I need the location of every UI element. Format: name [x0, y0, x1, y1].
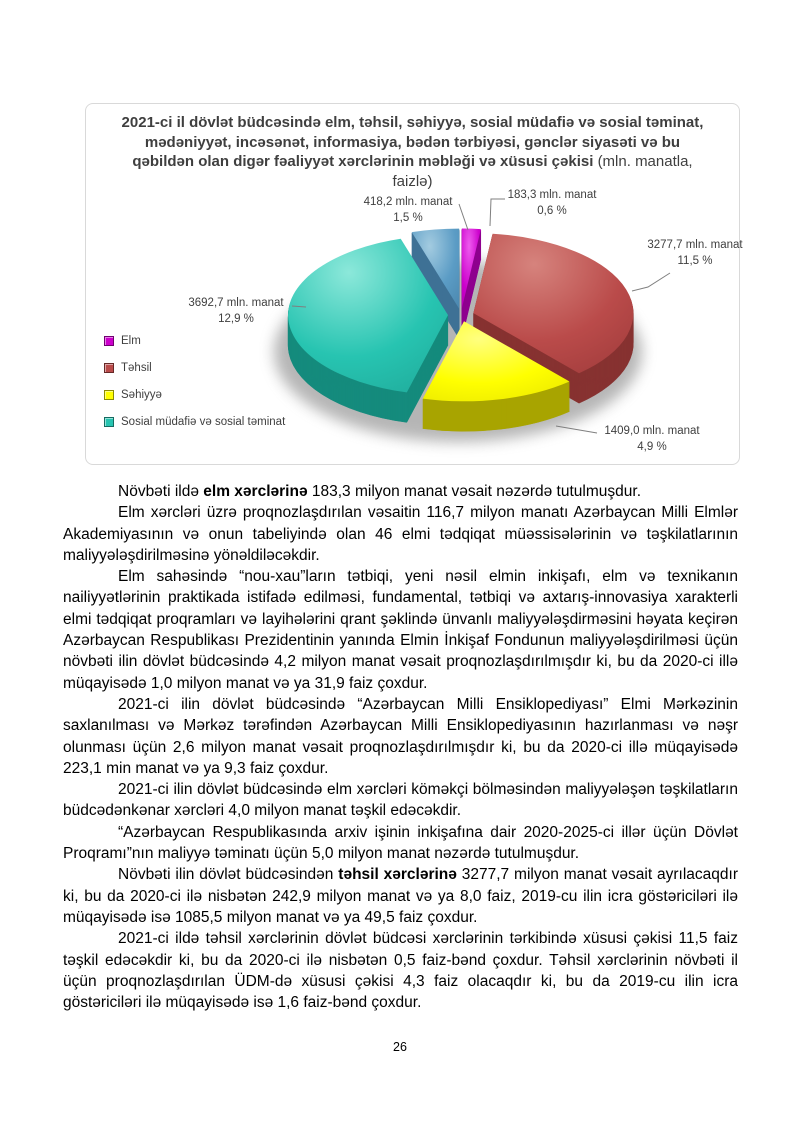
- legend-item: [104, 335, 285, 347]
- chart-canvas: [86, 104, 743, 464]
- paragraph: 2021-ci ilin dövlət büdcəsində elm xərcləri köməkçi bölməsindən maliyyələşən təşkilatların büdcədənkənar xərcləri 4,0 milyon manat təşkil edəcəkdir.: [63, 781, 738, 820]
- pie-data-label-value: 418,2 mln. manat: [363, 196, 453, 208]
- legend-label: Təhsil: [121, 362, 152, 374]
- chart-legend: [104, 335, 285, 428]
- pie-data-label: [492, 188, 612, 219]
- paragraph: Elm sahəsində “nou-xau”ların tətbiqi, yeni nəsil elmin inkişafı, elm və texnikanın nailiyyətlərinin praktikada istifadə edilməsi, fundamental, tətbiqi və axtarış-innovasiya xarakterli elmi tədqiqat proqramları və layihələrini qrant şəklində ünvanlı maliyyələşdirməsini həyata keçirən Azərbaycan Respublikası Prezidentinin yanında Elmin İnkişaf Fondunun maliyyələşdirilməsi üçün növbəti ilin dövlət büdcəsində 4,2 milyon manat vəsait proqnozlaşdırılmışdır ki, bu da 2020-ci illə müqayisədə 1,0 milyon manat və ya 31,9 faiz çoxdur.: [63, 568, 738, 692]
- pie-data-label: [637, 238, 753, 269]
- pie-leader-line: [556, 426, 597, 433]
- pie-data-label: [348, 195, 468, 226]
- pie-data-label: [592, 424, 712, 455]
- paragraph: 2021-ci ildə təhsil xərclərinin dövlət büdcəsi xərclərinin tərkibində xüsusi çəkisi 11,5 faiz təşkil edəcəkdir ki, bu da 2020-ci ilə nisbətən 0,5 faiz-bənd çoxdur. Təhsil xərclərinin növbəti il üçün proqnozlaşdırılan ÜDM-də xüsusi çəkisi 4,3 faiz olacaqdır ki, bu da 2019-cu ilin icra göstəriciləri ilə müqayisədə isə 1,6 faiz-bənd çoxdur.: [63, 930, 738, 1012]
- pie-data-label-value: 3277,7 mln. manat: [647, 239, 743, 251]
- pie-data-label-value: 3692,7 mln. manat: [188, 297, 284, 309]
- pie-data-label-percent: 0,6 %: [537, 204, 567, 217]
- paragraph: “Azərbaycan Respublikasında arxiv işinin inkişafına dair 2020-2025-ci illər üçün Dövlət Proqramı”nın maliyyə təminatı üçün 5,0 milyon manat nəzərdə tutulmuşdur.: [63, 823, 738, 863]
- legend-swatch-icon: [104, 336, 114, 346]
- pie-data-label-percent: 11,5 %: [677, 254, 713, 267]
- paragraph: 2021-ci ilin dövlət büdcəsində “Azərbaycan Milli Ensiklopediyası” Elmi Mərkəzinin saxlanılması və Mərkəz tərəfindən Azərbaycan Milli Ensiklopediyasının hazırlanması və nəşr olunması üçün 2,6 milyon manat vəsait proqnozlaşdırılmışdır ki, bu da 2020-ci illə müqayisədə 223,1 min manat və ya 9,3 faiz çoxdur.: [63, 695, 738, 777]
- budget-expenses-pie-chart: [85, 103, 743, 465]
- paragraph: Elm xərcləri üzrə proqnozlaşdırılan vəsaitin 116,7 milyon manatı Azərbaycan Milli Elmlər Akademiyasının və onun tabeliyində olan 46 elmi tədqiqat müəssisələrinin və təşkilatlarının maliyyələşdirilməsinə yönəldiləcəkdir.: [63, 504, 738, 564]
- legend-item: [104, 416, 285, 428]
- legend-item: [104, 389, 285, 401]
- document-body: [63, 481, 738, 1013]
- legend-swatch-icon: [104, 363, 114, 373]
- chart-title-units: (mln. manatla, faizlə): [392, 153, 693, 190]
- page-number: 26: [393, 1040, 407, 1054]
- pie-data-label-value: 1409,0 mln. manat: [604, 425, 700, 437]
- legend-label: Səhiyyə: [121, 389, 162, 401]
- legend-swatch-icon: [104, 417, 114, 427]
- pie-data-label-percent: 12,9 %: [218, 312, 254, 325]
- pie-data-label-percent: 4,9 %: [637, 440, 667, 453]
- pie-leader-line: [632, 273, 670, 291]
- pie-data-label-value: 183,3 mln. manat: [507, 189, 597, 201]
- paragraph: Növbəti ildə elm xərclərinə 183,3 milyon manat vəsait nəzərdə tutulmuşdur.: [118, 483, 641, 500]
- paragraph: Növbəti ilin dövlət büdcəsindən təhsil xərclərinə 3277,7 milyon manat vəsait ayrılacaqdır ki, bu da 2020-ci ilə nisbətən 242,9 milyon manat və ya 8,0 faiz, 2019-cu ilin icra göstəriciləri ilə müqayisədə isə 1085,5 milyon manat və ya 49,5 faiz çoxdur.: [63, 866, 739, 926]
- legend-item: [104, 362, 285, 374]
- legend-swatch-icon: [104, 390, 114, 400]
- legend-label: Sosial müdafiə və sosial təminat: [121, 416, 286, 428]
- pie-data-label: [176, 296, 296, 327]
- chart-title-bold: 2021-ci il dövlət büdcəsində elm, təhsil, səhiyyə, sosial müdafiə və sosial təminat, mədəniyyət, incəsənət, informasiya, bədən tərbiyəsi, gənclər siyasəti və bu qəbildən olan digər fəaliyyət xərclərinin məbləği və xüsusi çəkisi: [121, 114, 704, 170]
- legend-label: Elm: [121, 335, 141, 347]
- pie-data-label-percent: 1,5 %: [393, 211, 423, 224]
